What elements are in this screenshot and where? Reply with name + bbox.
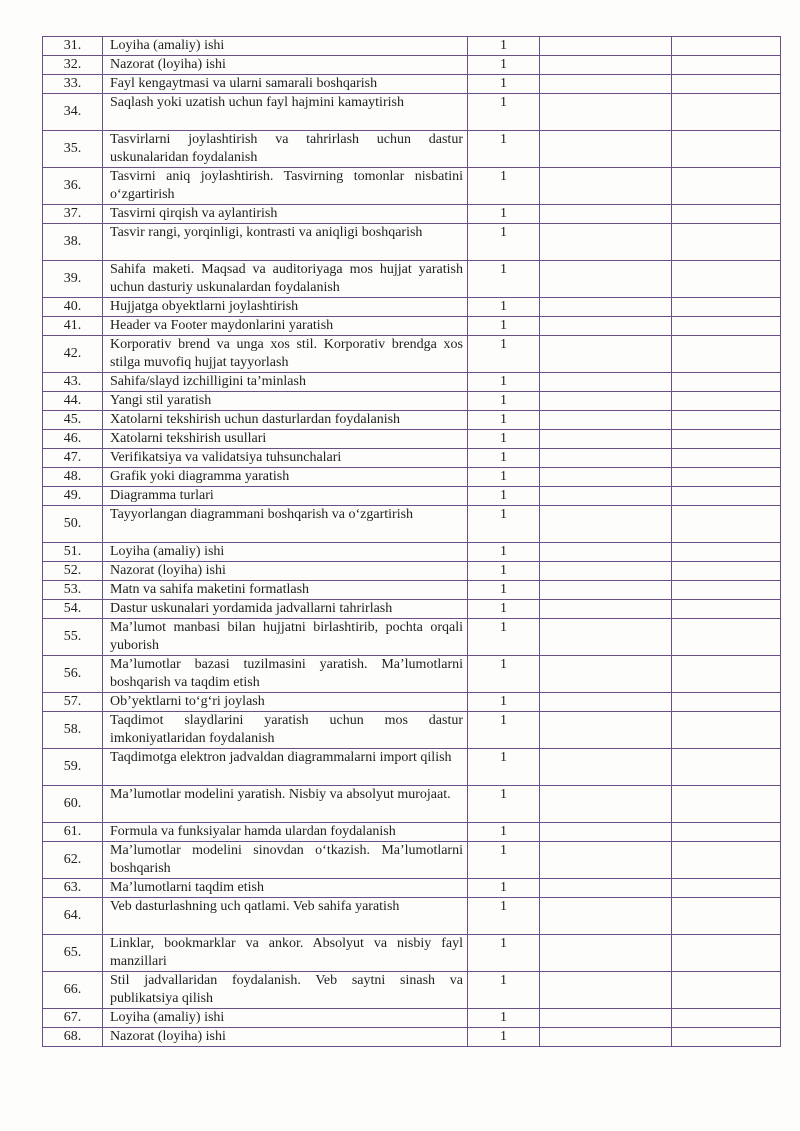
lesson-topic: Loyiha (amaliy) ishi	[103, 543, 468, 562]
hours-count: 1	[468, 37, 540, 56]
empty-cell-date	[540, 94, 672, 131]
row-number: 49.	[43, 487, 103, 506]
empty-cell-notes	[672, 298, 781, 317]
table-row	[43, 261, 781, 298]
lesson-topic: Saqlash yoki uzatish uchun fayl hajmini kamaytirish	[103, 94, 468, 131]
empty-cell-date	[540, 972, 672, 1009]
empty-cell-notes	[672, 879, 781, 898]
empty-cell-notes	[672, 56, 781, 75]
lesson-topic: Nazorat (loyiha) ishi	[103, 56, 468, 75]
hours-count: 1	[468, 317, 540, 336]
row-number: 36.	[43, 168, 103, 205]
curriculum-table	[42, 36, 781, 1047]
empty-cell-notes	[672, 823, 781, 842]
table-row	[43, 392, 781, 411]
lesson-topic: Dastur uskunalari yordamida jadvallarni tahrirlash	[103, 600, 468, 619]
empty-cell-notes	[672, 543, 781, 562]
hours-count: 1	[468, 168, 540, 205]
empty-cell-date	[540, 506, 672, 543]
empty-cell-notes	[672, 468, 781, 487]
table-row	[43, 879, 781, 898]
empty-cell-notes	[672, 972, 781, 1009]
row-number: 40.	[43, 298, 103, 317]
empty-cell-notes	[672, 430, 781, 449]
empty-cell-date	[540, 898, 672, 935]
table-row	[43, 600, 781, 619]
hours-count: 1	[468, 935, 540, 972]
row-number: 42.	[43, 336, 103, 373]
lesson-topic: Grafik yoki diagramma yaratish	[103, 468, 468, 487]
empty-cell-date	[540, 468, 672, 487]
hours-count: 1	[468, 581, 540, 600]
row-number: 62.	[43, 842, 103, 879]
lesson-topic: Xatolarni tekshirish uchun dasturlardan foydalanish	[103, 411, 468, 430]
row-number: 48.	[43, 468, 103, 487]
empty-cell-date	[540, 1009, 672, 1028]
hours-count: 1	[468, 1009, 540, 1028]
lesson-topic: Xatolarni tekshirish usullari	[103, 430, 468, 449]
empty-cell-date	[540, 392, 672, 411]
lesson-topic: Loyiha (amaliy) ishi	[103, 37, 468, 56]
empty-cell-notes	[672, 392, 781, 411]
lesson-topic: Taqdimotga elektron jadvaldan diagrammalarni import qilish	[103, 749, 468, 786]
lesson-topic: Taqdimot slaydlarini yaratish uchun mos dastur imkoniyatlaridan foydalanish	[103, 712, 468, 749]
row-number: 68.	[43, 1028, 103, 1047]
table-row	[43, 224, 781, 261]
empty-cell-date	[540, 581, 672, 600]
lesson-topic: Tasvirni aniq joylashtirish. Tasvirning tomonlar nisbatini o‘zgartirish	[103, 168, 468, 205]
table-row	[43, 449, 781, 468]
row-number: 38.	[43, 224, 103, 261]
hours-count: 1	[468, 562, 540, 581]
empty-cell-date	[540, 562, 672, 581]
hours-count: 1	[468, 842, 540, 879]
empty-cell-date	[540, 298, 672, 317]
table-row	[43, 1009, 781, 1028]
empty-cell-date	[540, 823, 672, 842]
hours-count: 1	[468, 506, 540, 543]
table-row	[43, 562, 781, 581]
empty-cell-notes	[672, 336, 781, 373]
table-row	[43, 935, 781, 972]
lesson-topic: Tayyorlangan diagrammani boshqarish va o‘zgartirish	[103, 506, 468, 543]
lesson-topic: Ob’yektlarni to‘g‘ri joylash	[103, 693, 468, 712]
empty-cell-notes	[672, 562, 781, 581]
empty-cell-notes	[672, 749, 781, 786]
empty-cell-date	[540, 693, 672, 712]
row-number: 53.	[43, 581, 103, 600]
lesson-topic: Ma’lumotlar modelini yaratish. Nisbiy va absolyut murojaat.	[103, 786, 468, 823]
empty-cell-date	[540, 712, 672, 749]
row-number: 56.	[43, 656, 103, 693]
lesson-topic: Korporativ brend va unga xos stil. Korporativ brendga xos stilga muvofiq hujjat tayyorlash	[103, 336, 468, 373]
hours-count: 1	[468, 1028, 540, 1047]
table-row	[43, 430, 781, 449]
lesson-topic: Sahifa/slayd izchilligini ta’minlash	[103, 373, 468, 392]
row-number: 47.	[43, 449, 103, 468]
table-row	[43, 656, 781, 693]
row-number: 45.	[43, 411, 103, 430]
lesson-topic: Loyiha (amaliy) ishi	[103, 1009, 468, 1028]
empty-cell-notes	[672, 619, 781, 656]
table-row	[43, 336, 781, 373]
empty-cell-notes	[672, 261, 781, 298]
row-number: 65.	[43, 935, 103, 972]
row-number: 35.	[43, 131, 103, 168]
empty-cell-date	[540, 749, 672, 786]
table-row	[43, 1028, 781, 1047]
hours-count: 1	[468, 205, 540, 224]
table-row	[43, 75, 781, 94]
table-body	[43, 37, 781, 1047]
empty-cell-date	[540, 430, 672, 449]
lesson-topic: Tasvir rangi, yorqinligi, kontrasti va aniqligi boshqarish	[103, 224, 468, 261]
empty-cell-notes	[672, 600, 781, 619]
table-row	[43, 487, 781, 506]
hours-count: 1	[468, 543, 540, 562]
hours-count: 1	[468, 749, 540, 786]
empty-cell-date	[540, 842, 672, 879]
table-row	[43, 581, 781, 600]
hours-count: 1	[468, 487, 540, 506]
hours-count: 1	[468, 786, 540, 823]
table-row	[43, 168, 781, 205]
empty-cell-notes	[672, 786, 781, 823]
lesson-topic: Stil jadvallaridan foydalanish. Veb saytni sinash va publikatsiya qilish	[103, 972, 468, 1009]
table-row	[43, 298, 781, 317]
row-number: 66.	[43, 972, 103, 1009]
empty-cell-date	[540, 411, 672, 430]
row-number: 64.	[43, 898, 103, 935]
row-number: 46.	[43, 430, 103, 449]
empty-cell-notes	[672, 487, 781, 506]
table-row	[43, 205, 781, 224]
empty-cell-notes	[672, 712, 781, 749]
row-number: 33.	[43, 75, 103, 94]
lesson-topic: Yangi stil yaratish	[103, 392, 468, 411]
lesson-topic: Matn va sahifa maketini formatlash	[103, 581, 468, 600]
row-number: 44.	[43, 392, 103, 411]
row-number: 43.	[43, 373, 103, 392]
lesson-topic: Sahifa maketi. Maqsad va auditoriyaga mos hujjat yaratish uchun dasturiy uskunalardan foydalanish	[103, 261, 468, 298]
row-number: 67.	[43, 1009, 103, 1028]
hours-count: 1	[468, 823, 540, 842]
lesson-topic: Ma’lumotlar modelini sinovdan o‘tkazish. Ma’lumotlarni boshqarish	[103, 842, 468, 879]
lesson-topic: Nazorat (loyiha) ishi	[103, 1028, 468, 1047]
empty-cell-notes	[672, 168, 781, 205]
table-row	[43, 411, 781, 430]
table-row	[43, 823, 781, 842]
hours-count: 1	[468, 619, 540, 656]
empty-cell-date	[540, 336, 672, 373]
hours-count: 1	[468, 56, 540, 75]
empty-cell-notes	[672, 373, 781, 392]
table-row	[43, 842, 781, 879]
empty-cell-notes	[672, 898, 781, 935]
hours-count: 1	[468, 712, 540, 749]
row-number: 58.	[43, 712, 103, 749]
hours-count: 1	[468, 430, 540, 449]
empty-cell-date	[540, 168, 672, 205]
empty-cell-date	[540, 224, 672, 261]
lesson-topic: Formula va funksiyalar hamda ulardan foydalanish	[103, 823, 468, 842]
hours-count: 1	[468, 693, 540, 712]
empty-cell-notes	[672, 935, 781, 972]
empty-cell-notes	[672, 131, 781, 168]
row-number: 50.	[43, 506, 103, 543]
hours-count: 1	[468, 411, 540, 430]
row-number: 55.	[43, 619, 103, 656]
lesson-topic: Diagramma turlari	[103, 487, 468, 506]
empty-cell-notes	[672, 1009, 781, 1028]
row-number: 60.	[43, 786, 103, 823]
lesson-topic: Ma’lumotlarni taqdim etish	[103, 879, 468, 898]
table-row	[43, 543, 781, 562]
empty-cell-date	[540, 75, 672, 94]
empty-cell-date	[540, 786, 672, 823]
empty-cell-date	[540, 656, 672, 693]
empty-cell-date	[540, 131, 672, 168]
row-number: 63.	[43, 879, 103, 898]
empty-cell-date	[540, 487, 672, 506]
empty-cell-notes	[672, 449, 781, 468]
hours-count: 1	[468, 298, 540, 317]
row-number: 59.	[43, 749, 103, 786]
empty-cell-notes	[672, 94, 781, 131]
empty-cell-notes	[672, 1028, 781, 1047]
table-row	[43, 94, 781, 131]
row-number: 51.	[43, 543, 103, 562]
table-row	[43, 506, 781, 543]
lesson-topic: Hujjatga obyektlarni joylashtirish	[103, 298, 468, 317]
hours-count: 1	[468, 75, 540, 94]
empty-cell-date	[540, 543, 672, 562]
empty-cell-date	[540, 619, 672, 656]
lesson-topic: Linklar, bookmarklar va ankor. Absolyut va nisbiy fayl manzillari	[103, 935, 468, 972]
table-row	[43, 37, 781, 56]
row-number: 34.	[43, 94, 103, 131]
table-row	[43, 317, 781, 336]
row-number: 31.	[43, 37, 103, 56]
empty-cell-notes	[672, 317, 781, 336]
table-row	[43, 56, 781, 75]
lesson-topic: Veb dasturlashning uch qatlami. Veb sahifa yaratish	[103, 898, 468, 935]
lesson-topic: Tasvirni qirqish va aylantirish	[103, 205, 468, 224]
lesson-topic: Tasvirlarni joylashtirish va tahrirlash uchun dastur uskunalaridan foydalanish	[103, 131, 468, 168]
hours-count: 1	[468, 392, 540, 411]
table-row	[43, 373, 781, 392]
hours-count: 1	[468, 224, 540, 261]
hours-count: 1	[468, 879, 540, 898]
empty-cell-notes	[672, 842, 781, 879]
hours-count: 1	[468, 972, 540, 1009]
empty-cell-notes	[672, 224, 781, 261]
hours-count: 1	[468, 656, 540, 693]
hours-count: 1	[468, 898, 540, 935]
empty-cell-date	[540, 261, 672, 298]
lesson-topic: Header va Footer maydonlarini yaratish	[103, 317, 468, 336]
hours-count: 1	[468, 131, 540, 168]
empty-cell-date	[540, 205, 672, 224]
empty-cell-date	[540, 935, 672, 972]
empty-cell-date	[540, 317, 672, 336]
row-number: 39.	[43, 261, 103, 298]
lesson-topic: Nazorat (loyiha) ishi	[103, 562, 468, 581]
empty-cell-date	[540, 1028, 672, 1047]
empty-cell-notes	[672, 411, 781, 430]
hours-count: 1	[468, 373, 540, 392]
empty-cell-date	[540, 37, 672, 56]
table-row	[43, 693, 781, 712]
empty-cell-date	[540, 600, 672, 619]
empty-cell-notes	[672, 693, 781, 712]
empty-cell-date	[540, 449, 672, 468]
row-number: 61.	[43, 823, 103, 842]
table-row	[43, 972, 781, 1009]
table-row	[43, 131, 781, 168]
table-row	[43, 619, 781, 656]
row-number: 54.	[43, 600, 103, 619]
row-number: 37.	[43, 205, 103, 224]
row-number: 57.	[43, 693, 103, 712]
empty-cell-date	[540, 56, 672, 75]
hours-count: 1	[468, 261, 540, 298]
lesson-topic: Ma’lumot manbasi bilan hujjatni birlashtirib, pochta orqali yuborish	[103, 619, 468, 656]
empty-cell-notes	[672, 205, 781, 224]
lesson-topic: Verifikatsiya va validatsiya tuhsunchalari	[103, 449, 468, 468]
row-number: 41.	[43, 317, 103, 336]
hours-count: 1	[468, 600, 540, 619]
table-row	[43, 468, 781, 487]
empty-cell-date	[540, 373, 672, 392]
table-row	[43, 786, 781, 823]
hours-count: 1	[468, 449, 540, 468]
table-row	[43, 749, 781, 786]
hours-count: 1	[468, 336, 540, 373]
empty-cell-notes	[672, 75, 781, 94]
table-row	[43, 712, 781, 749]
empty-cell-notes	[672, 37, 781, 56]
hours-count: 1	[468, 94, 540, 131]
table-row	[43, 898, 781, 935]
empty-cell-notes	[672, 656, 781, 693]
hours-count: 1	[468, 468, 540, 487]
lesson-topic: Fayl kengaytmasi va ularni samarali boshqarish	[103, 75, 468, 94]
empty-cell-notes	[672, 506, 781, 543]
empty-cell-notes	[672, 581, 781, 600]
lesson-topic: Ma’lumotlar bazasi tuzilmasini yaratish. Ma’lumotlarni boshqarish va taqdim etish	[103, 656, 468, 693]
row-number: 52.	[43, 562, 103, 581]
row-number: 32.	[43, 56, 103, 75]
empty-cell-date	[540, 879, 672, 898]
